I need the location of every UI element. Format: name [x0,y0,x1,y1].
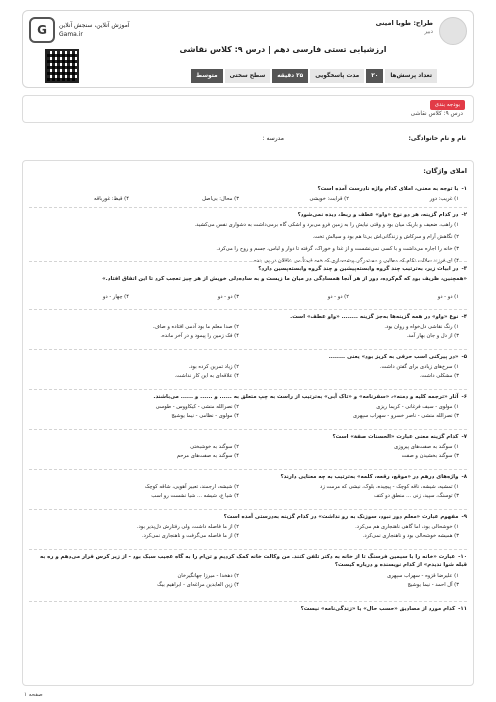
answer-option[interactable]: ۱) سوگند به صفت‌های پیروزی [394,444,459,450]
answer-option[interactable]: ۱) سرخ‌های زیادی برای گفتن داشت. [379,364,459,370]
answer-option[interactable]: ۱) رنگ نقاشی دل‌خواه و روان بود. [384,324,459,330]
section-title: املای واژگان: [423,167,467,175]
question-6 [29,393,467,401]
question-stem: در ابیات زیر، به‌ترتیب چند گروه وابسته‌پیشین و چند گروه وابسته‌پسین دارد؟ [258,266,459,272]
answer-option[interactable]: ۴) از ما فاصله می‌گرفت و ناهنجاری نمی‌کرد. [141,533,239,539]
question-stem: نوع «واو» در همه گزینه‌ها به‌جز گزینه ........ «واو عطف» است. [290,314,459,320]
question-stem: کدام مورد از مصادیق «حسب حال» یا «زندگی‌نامه» نیست؟ [300,606,456,612]
answer-option[interactable]: ۲) شیشه، ارجمند، تعبیر آهویی، شاقه کوچک [144,484,239,490]
question-separator [29,429,467,430]
answer-option[interactable]: ۱) مولوی - سیف فرغانی - کریما ریزی [376,404,459,410]
answer-option[interactable]: ۲) نگاهش آرام و سرکاش و زندگانی‌اش بی‌تا هم بود و سیالش تخت. [312,234,459,240]
answer-option[interactable]: ۲) دهخدا - میرزا جهانگیرخان [177,573,239,579]
answer-option[interactable]: ۲) نصرالله منشی - کیکاووس - طوسی [155,404,239,410]
answer-option[interactable]: ۱) دو - دو [437,294,459,300]
answer-option[interactable]: ۴) چهار - دو [102,294,129,300]
questions-panel [22,160,474,686]
question-separator [29,207,467,208]
site-branding[interactable] [29,17,130,43]
topic-text: درس ۹: کلاس نقاشی [410,111,463,117]
question-separator [29,601,467,602]
question-10 [29,553,467,569]
designer-label: طراح: طوبا امینی [375,19,433,27]
level-value: متوسط [191,69,223,83]
question-number: ۲- [461,212,467,218]
question-number: ۵- [461,354,467,360]
avatar [439,17,467,45]
question-stem: در کدام گزینه، هر دو نوع «واو» عطف و ربط، دیده نمی‌شود؟ [297,212,459,218]
question-3 [29,265,467,283]
question-8 [29,473,467,481]
question-number: ۳- [461,266,467,272]
question-separator [29,349,467,350]
answer-option[interactable]: ۲) دو - دو [327,294,349,300]
question-number: ۱۰- [458,554,467,560]
question-stem: آثار «ترجمه کلیه و دمنه»، «سفرنامه» و «تاک آبی» به‌ترتیب از راست به چپ متعلق به ...... و ...... و ...... می‌باشند. [153,394,459,400]
question-number: ۹- [461,514,467,520]
question-count-label: تعداد پرسش‌ها [385,69,437,83]
student-info-row [22,135,474,147]
answer-option[interactable]: ۴) سوگند به صفت‌های مرحم [176,453,239,459]
name-label: نام و نام خانوادگی: [408,135,466,142]
question-stem: کدام گزینه معنی عبارت «الحسنات صفة» است؟ [332,434,459,440]
topic-tag: بودجه بندی [430,100,465,110]
exam-title: ارزشیابی تستی فارسی دهم | درس ۹: کلاس نقاشی [179,45,387,54]
question-separator [29,389,467,390]
question-separator [29,549,467,550]
time-value: ۲۵ دقیقه [272,69,308,83]
level-label: سطح سختی [225,69,271,83]
site-name: آموزش آنلاین، سنجش آنلاین [59,22,130,29]
answer-option[interactable]: ۴) ای فرزند سلالت تکلم که مطلبی و مستمرگی پیشه‌سازی که همه قیمتاً می عاقلان در پی بنده... [249,258,459,264]
question-number: ۶- [461,394,467,400]
answer-option[interactable]: ۳) دو - دو [217,294,239,300]
question-stem: واژه‌های درهم در «موقع، رقعه، کلمه» به‌ترتیب به چه معنایی دارند؟ [280,474,459,480]
question-9 [29,513,467,521]
question-stem: مفهوم عبارت «معلم دور نبود، سوزنک به رو نداشت» در کدام گزینه به‌درستی آمده است؟ [223,514,459,520]
question-count: ۲۰ [366,69,383,83]
answer-option[interactable]: ۳) آل احمد - نیما یوشیج [407,582,459,588]
answer-option[interactable]: ۱) علیرضا قزوه - سهراب سپهری [387,573,459,579]
designer-role: دبیر [424,29,433,35]
site-text [59,21,130,39]
question-separator [29,309,467,310]
question-5 [29,353,467,361]
time-label: مدت پاسخگویی [310,69,364,83]
answer-option[interactable]: ۴) شیا ع، شیشه ... شیا نشست رو اسب [151,493,239,499]
answer-option[interactable]: ۳) از دل و جان بهار آمد. [406,333,459,339]
answer-option[interactable]: ۴) زین العابدین مراغه‌ای - ابراهیم بیگ [157,582,239,588]
answer-option[interactable]: ۲) از ما فاصله داشت، ولی رفتارش دل‌پذیر بود. [136,524,239,530]
answer-option[interactable]: ۳) نصرالله منشی - ناصر خسرو - سهراب سپهری [352,413,459,419]
question-passage: «همچنین، ظریف بود که گم‌کرده، دور از هر آنجا همسادگی در میان ما زیست و به ساده‌دلی خویش از هر چیز تعجب کرد تا این اتفاق افتاد.» [102,276,467,282]
exam-meta [191,69,437,83]
answer-option[interactable]: ۳) سوگند بخشیدن و صفت [401,453,459,459]
answer-option[interactable]: ۲) زیاد تمرین کرده بود. [188,364,239,370]
answer-option[interactable]: ۳) مشکلی داشت. [419,373,459,379]
answer-option[interactable]: ۴) مولوی - نظامی - نیما یوشیج [171,413,239,419]
question-separator [29,509,467,510]
answer-option[interactable]: ۳) محال: بی‌اصل [202,196,239,202]
answer-option[interactable]: ۱) راهب، ضعیف و باریک میان بود و وقتی نیایش را به زمین فرو می‌برد و اشکی گاه برمی‌داشت به دشواری نفس می‌کشید. [194,222,459,228]
exam-header [22,10,474,88]
answer-option[interactable]: ۲) قرابت: خویشی [309,196,349,202]
question-number: ۱- [461,186,467,192]
question-stem: با توجه به معنی، املای کدام واژه نادرست آمده است؟ [317,186,459,192]
topic-box [22,95,474,123]
answer-option[interactable]: ۳) همیشه خوشحالی بود و ناهنجاری نمی‌کرد. [362,533,459,539]
answer-option[interactable]: ۱) تمشیه، شیشه، ناقه کوچک - پیچیده، بلوک، نیشی که مرمت زد [320,484,459,490]
question-stem: «در پیرکنی اسب حرفی به کریز بود» یعنی ........ [328,354,459,360]
question-7 [29,433,467,441]
answer-option[interactable]: ۱) غریب: دور [429,196,459,202]
answer-option[interactable]: ۴) فک زمین را پیمود و در آخر مانده. [160,333,239,339]
school-label: مدرسه : [262,135,284,142]
question-separator [29,261,467,262]
question-number: ۱۱- [458,606,467,612]
question-number: ۸- [461,474,467,480]
question-number: ۷- [461,434,467,440]
answer-option[interactable]: ۲) صدا معلم ما بود آدمی افتاده و صاف. [152,324,239,330]
question-number: ۴- [461,314,467,320]
question-separator [29,469,467,470]
site-url: Gama.ir [59,31,83,38]
answer-option[interactable]: ۳) توسنگ، سپید، زنی ... منطق دو کتف [374,493,459,499]
answer-option[interactable]: ۳) خانه را اجاره می‌داشت و با کسی نمی‌نشست و از غذا و خوراک، گرفته تا دوار و لباس، جسم و روح را می‌کرد. [216,246,459,252]
answer-option[interactable]: ۴) قیظ: غورباقه [93,196,129,202]
answer-option[interactable]: ۱) خوشحالی بود، اما گاهی ناهنجاری هم می‌کرد. [355,524,459,530]
question-1 [29,185,467,193]
question-11 [29,605,467,613]
qr-code-icon [45,49,79,83]
answer-option[interactable]: ۴) علاقه‌ای به این کار نداشت. [174,373,239,379]
answer-option[interactable]: ۲) سوگند به‌ خوشبختی [190,444,239,450]
question-4 [29,313,467,321]
question-stem: عبارت «خانه را با سیمین فرسنگ تا از خانه به دکتر تلفن کنند. من وکالت خانه کمک کردیم و تن‌ام را به گاه عجیب سبک بود - از زیر کرس فرار می‌دهم و ره به قبله شوا ندیدم» از کدام نویسنده و درباره کیست؟ [39,554,467,568]
gama-logo-icon: G [29,17,55,43]
page-number: صفحه ۱ [24,692,43,698]
question-2 [29,211,467,219]
